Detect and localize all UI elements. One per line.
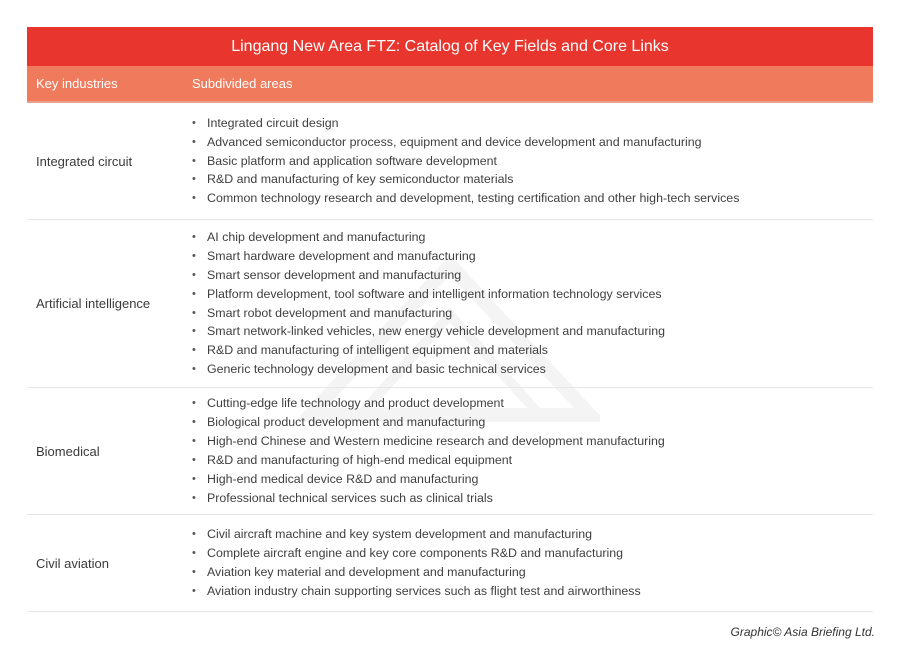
table-title: Lingang New Area FTZ: Catalog of Key Fields and Core Links <box>27 27 873 66</box>
list-item: • Aviation key material and development and manufacturing <box>192 563 873 582</box>
subdivided-list <box>192 525 873 601</box>
table-row <box>27 103 873 220</box>
header-subdivided-areas: Subdivided areas <box>192 76 293 91</box>
list-item: • Platform development, tool software and intelligent information technology services <box>192 285 873 304</box>
list-item: • Common technology research and development, testing certification and other high-tech services <box>192 189 873 208</box>
list-item: • Smart network-linked vehicles, new energy vehicle development and manufacturing <box>192 322 873 341</box>
industry-name: Biomedical <box>36 443 100 459</box>
list-item: • Smart robot development and manufacturing <box>192 304 873 323</box>
list-item: • Advanced semiconductor process, equipment and device development and manufacturing <box>192 133 873 152</box>
list-item: • High-end medical device R&D and manufacturing <box>192 470 873 489</box>
subdivided-list <box>192 114 873 209</box>
table-row <box>27 220 873 388</box>
list-item: • Smart sensor development and manufacturing <box>192 266 873 285</box>
subdivided-list <box>192 394 873 507</box>
list-item: • Civil aircraft machine and key system development and manufacturing <box>192 525 873 544</box>
list-item: • High-end Chinese and Western medicine research and development manufacturing <box>192 432 873 451</box>
list-item: • R&D and manufacturing of key semiconductor materials <box>192 170 873 189</box>
table-row <box>27 515 873 612</box>
graphic-credit: Graphic© Asia Briefing Ltd. <box>730 625 875 639</box>
list-item: • Smart hardware development and manufacturing <box>192 247 873 266</box>
catalog-table <box>27 27 873 612</box>
industry-name: Integrated circuit <box>36 153 133 169</box>
subdivided-list <box>192 228 873 379</box>
list-item: • Aviation industry chain supporting services such as flight test and airworthiness <box>192 582 873 601</box>
list-item: • R&D and manufacturing of high-end medical equipment <box>192 451 873 470</box>
list-item: • Integrated circuit design <box>192 114 873 133</box>
list-item: • Professional technical services such as clinical trials <box>192 489 873 508</box>
industry-name: Artificial intelligence <box>36 296 151 311</box>
industry-name: Civil aviation <box>36 555 109 571</box>
table-header <box>27 66 873 103</box>
list-item: • R&D and manufacturing of intelligent equipment and materials <box>192 341 873 360</box>
list-item: • AI chip development and manufacturing <box>192 228 873 247</box>
list-item: • Cutting-edge life technology and product development <box>192 394 873 413</box>
list-item: • Complete aircraft engine and key core components R&D and manufacturing <box>192 544 873 563</box>
list-item: • Biological product development and manufacturing <box>192 413 873 432</box>
list-item: • Basic platform and application software development <box>192 152 873 171</box>
table-row <box>27 388 873 515</box>
header-key-industries: Key industries <box>36 76 118 91</box>
list-item: • Generic technology development and basic technical services <box>192 360 873 379</box>
